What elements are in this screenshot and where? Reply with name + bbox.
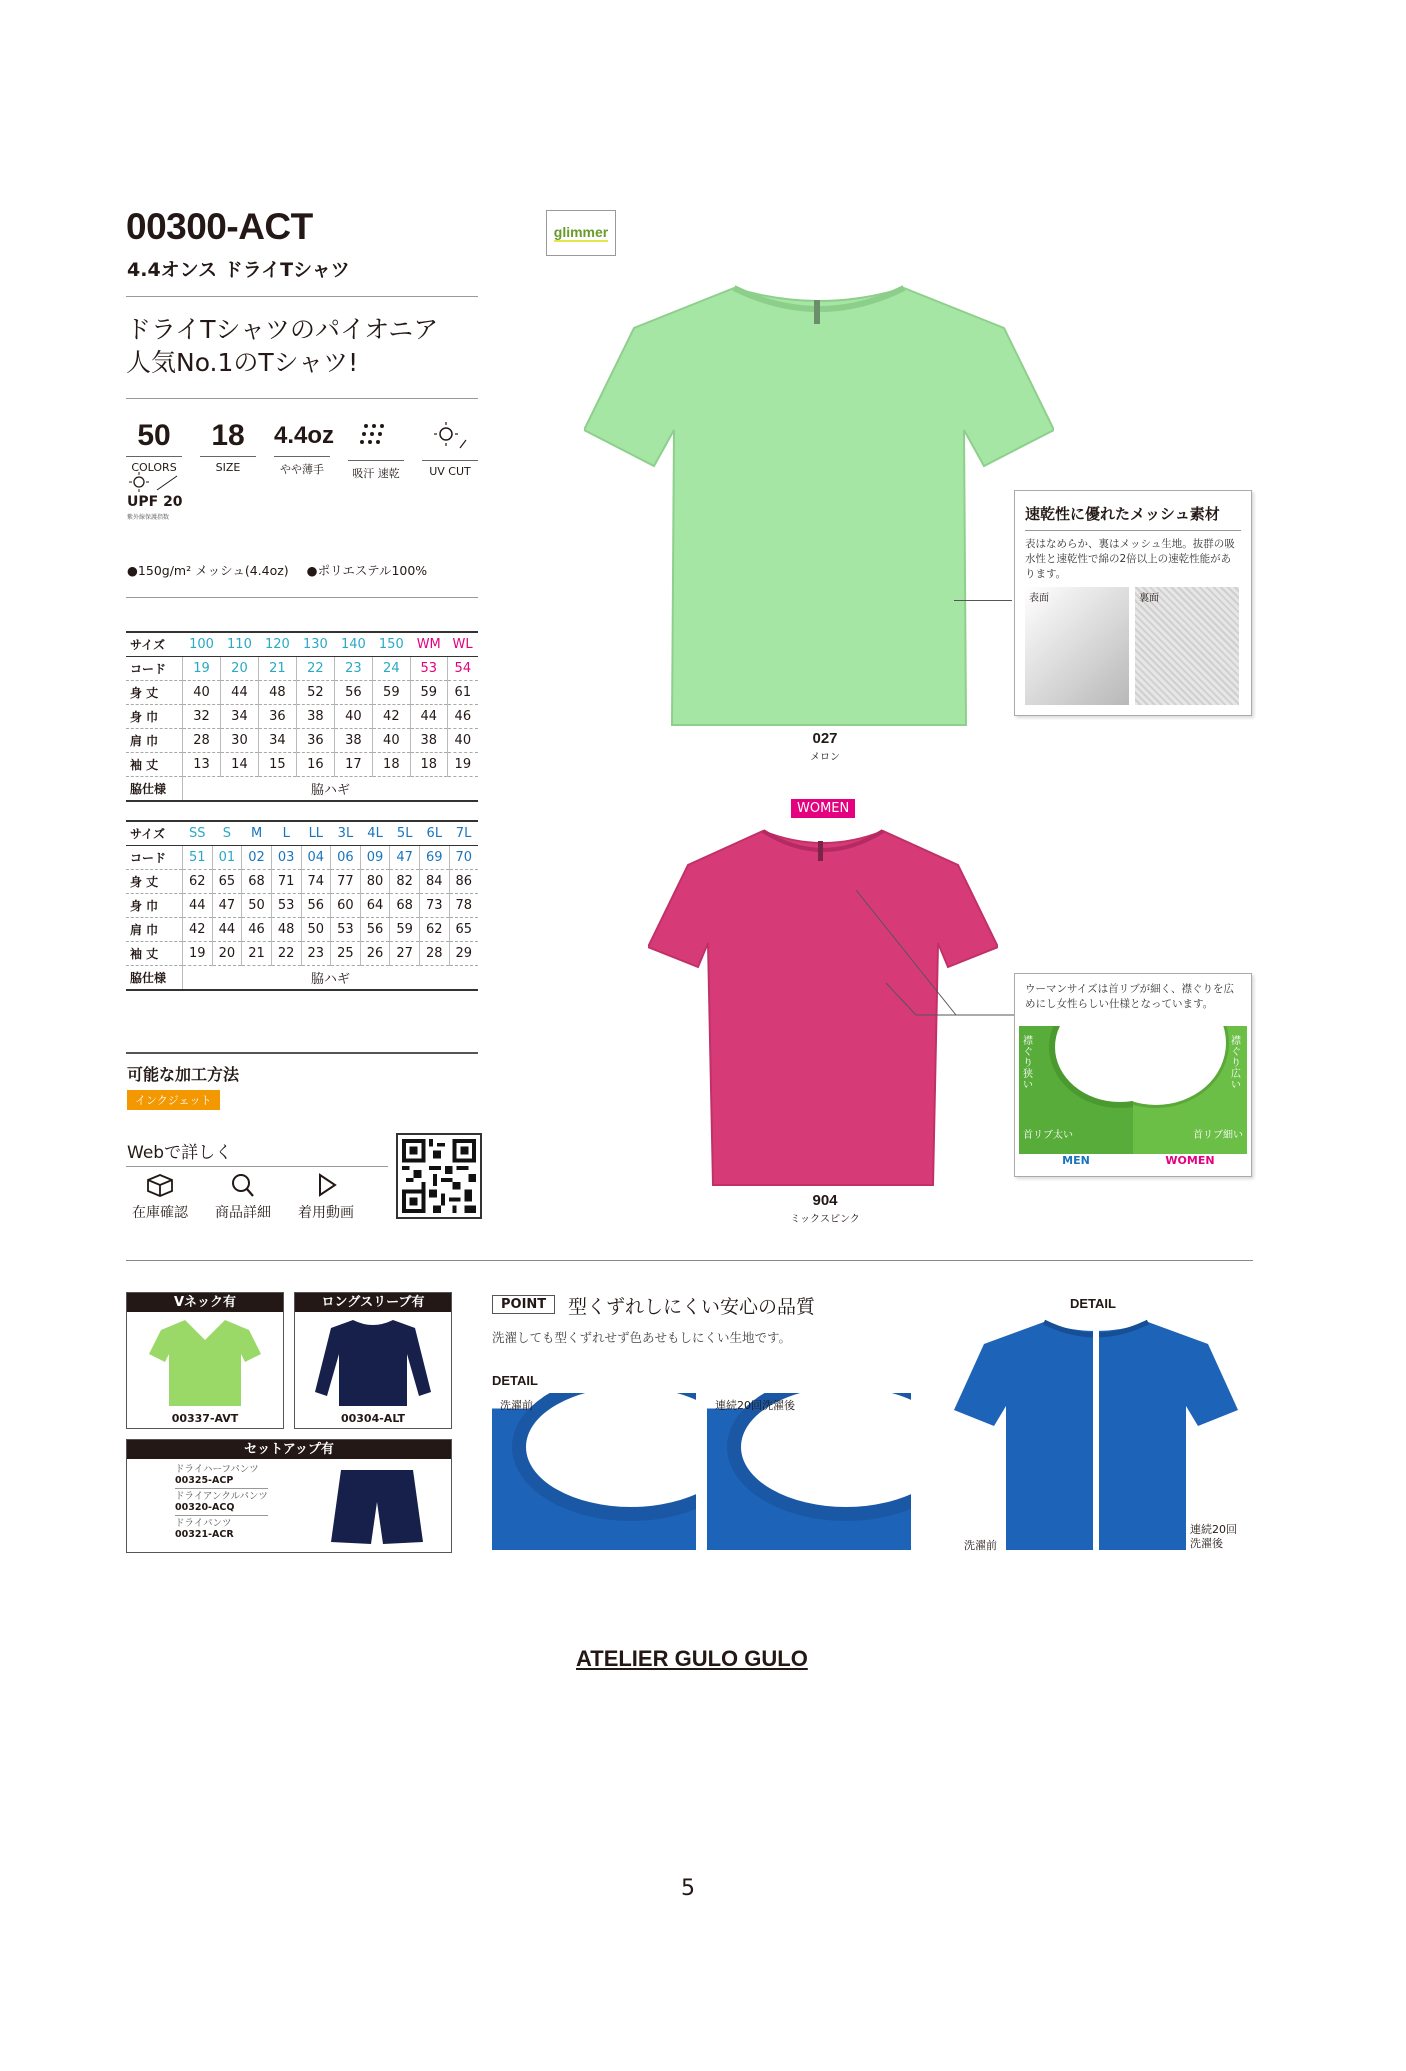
related-code: 00304-ALT xyxy=(340,1412,406,1425)
color-name: メロン xyxy=(810,752,840,763)
table-cell: 26 xyxy=(360,942,390,966)
color-code: 027 xyxy=(812,730,838,747)
table-cell: 70 xyxy=(449,846,478,870)
table-cell: 5L xyxy=(390,821,420,846)
table-cell: 4L xyxy=(360,821,390,846)
table-cell: 22 xyxy=(271,942,301,966)
product-subtitle: 4.4オンス ドライTシャツ xyxy=(127,259,350,281)
table-cell: 40 xyxy=(334,705,372,729)
table-cell: 7L xyxy=(449,821,478,846)
table-cell: 80 xyxy=(360,870,390,894)
spec-colors xyxy=(126,420,182,474)
table-cell: 60 xyxy=(331,894,361,918)
table-cell: 6L xyxy=(420,821,450,846)
table-cell: 18 xyxy=(372,753,410,777)
spec-label: 吸汗 速乾 xyxy=(348,460,404,481)
link-label: 商品詳細 xyxy=(215,1205,271,1221)
table-row xyxy=(126,753,478,777)
table-row xyxy=(126,846,478,870)
before-wash-photo xyxy=(492,1393,696,1550)
setup-list xyxy=(175,1464,268,1540)
table-cell: 78 xyxy=(449,894,478,918)
table-cell: 03 xyxy=(271,846,301,870)
table-cell: 54 xyxy=(447,657,478,681)
table-cell: 68 xyxy=(242,870,272,894)
brand-logo xyxy=(546,210,616,256)
table-cell: 62 xyxy=(183,870,213,894)
table-cell: 脇仕様 xyxy=(126,966,183,991)
search-icon xyxy=(228,1172,258,1198)
table-cell: 50 xyxy=(242,894,272,918)
table-cell: SS xyxy=(183,821,213,846)
table-cell: 47 xyxy=(212,894,242,918)
related-code: 00337-AVT xyxy=(171,1412,239,1425)
table-cell: サイズ xyxy=(126,632,183,657)
table-cell: 06 xyxy=(331,846,361,870)
vneck-photo xyxy=(127,1312,283,1408)
men-label: MEN xyxy=(1062,1154,1090,1167)
upf-sub: 紫外線保護指数 xyxy=(127,514,170,521)
point-title: 型くずれしにくい安心の品質 xyxy=(568,1296,816,1318)
size-table-adult xyxy=(126,820,478,991)
table-cell: 38 xyxy=(410,729,447,753)
callout-line xyxy=(856,890,1036,1040)
table-cell: 130 xyxy=(296,632,334,657)
table-row xyxy=(126,821,478,846)
table-row xyxy=(126,918,478,942)
table-cell: 46 xyxy=(242,918,272,942)
spec-value: 4.4oz xyxy=(274,422,335,449)
table-cell: 20 xyxy=(220,657,258,681)
table-cell: 53 xyxy=(331,918,361,942)
table-cell: 29 xyxy=(449,942,478,966)
table-cell: 53 xyxy=(410,657,447,681)
table-cell: 140 xyxy=(334,632,372,657)
divider xyxy=(126,1052,478,1054)
link-label: 在庫確認 xyxy=(132,1205,188,1221)
table-cell: 18 xyxy=(410,753,447,777)
table-cell: 21 xyxy=(258,657,296,681)
table-cell: 59 xyxy=(410,681,447,705)
setup-item-code: 00320-ACQ xyxy=(175,1502,268,1516)
table-cell: 38 xyxy=(296,705,334,729)
table-cell: 40 xyxy=(183,681,221,705)
link-label: 着用動画 xyxy=(298,1205,354,1221)
table-cell: 28 xyxy=(183,729,221,753)
table-cell: 56 xyxy=(301,894,331,918)
table-cell: LL xyxy=(301,821,331,846)
spec-label: やや薄手 xyxy=(274,456,330,477)
table-row xyxy=(126,894,478,918)
spec-dry xyxy=(348,420,404,481)
table-cell: 47 xyxy=(390,846,420,870)
table-cell: 脇ハギ xyxy=(183,966,479,991)
tagline xyxy=(126,313,438,379)
tagline-line1: ドライTシャツのパイオニア xyxy=(126,315,439,344)
product-photo-melon xyxy=(584,280,1054,730)
table-cell: 77 xyxy=(331,870,361,894)
table-cell: 150 xyxy=(372,632,410,657)
play-icon xyxy=(311,1172,341,1198)
divider xyxy=(126,1166,388,1167)
table-cell: 48 xyxy=(271,918,301,942)
spec-uv xyxy=(422,420,478,478)
upf-label: UPF 20 xyxy=(127,494,183,510)
table-cell: 86 xyxy=(449,870,478,894)
table-cell: 袖 丈 xyxy=(126,942,183,966)
page-number: 5 xyxy=(681,1876,695,1901)
related-vneck[interactable] xyxy=(126,1292,284,1429)
table-cell: コード xyxy=(126,657,183,681)
table-cell: M xyxy=(242,821,272,846)
rib-label: 首リブ太い xyxy=(1023,1130,1073,1141)
table-cell: 34 xyxy=(258,729,296,753)
after-wash-photo xyxy=(707,1393,911,1550)
neck-label: 襟ぐり広い xyxy=(1231,1036,1241,1091)
table-cell: 46 xyxy=(447,705,478,729)
women-label: WOMEN xyxy=(1165,1154,1215,1167)
mesh-front-photo xyxy=(1025,587,1129,705)
spec-weight xyxy=(274,420,335,477)
spec-value: 18 xyxy=(211,419,245,452)
table-cell: 袖 丈 xyxy=(126,753,183,777)
men-neck-photo xyxy=(1019,1026,1133,1154)
table-cell: 74 xyxy=(301,870,331,894)
photo-label: 表面 xyxy=(1029,593,1049,604)
rib-label: 首リブ細い xyxy=(1193,1130,1243,1141)
table-cell: 36 xyxy=(296,729,334,753)
setup-item-code: 00321-ACR xyxy=(175,1529,234,1540)
table-cell: 34 xyxy=(220,705,258,729)
related-header: セットアップ有 xyxy=(127,1440,451,1459)
divider xyxy=(126,1260,1253,1261)
divider xyxy=(126,597,478,598)
table-cell: 32 xyxy=(183,705,221,729)
material-weight: ●150g/m² メッシュ(4.4oz) xyxy=(127,563,289,578)
point-tag: POINT xyxy=(492,1295,555,1314)
related-longsleeve[interactable] xyxy=(294,1292,452,1429)
table-row xyxy=(126,777,478,802)
table-row xyxy=(126,657,478,681)
table-cell: 15 xyxy=(258,753,296,777)
table-cell: 53 xyxy=(271,894,301,918)
table-cell: 68 xyxy=(390,894,420,918)
table-cell: S xyxy=(212,821,242,846)
table-cell: 38 xyxy=(334,729,372,753)
neck-label: 襟ぐり狭い xyxy=(1023,1036,1033,1091)
sun-icon xyxy=(432,420,468,452)
callout-title: 速乾性に優れたメッシュ素材 xyxy=(1025,503,1241,531)
table-cell: WM xyxy=(410,632,447,657)
table-cell: 59 xyxy=(390,918,420,942)
wearing-video-link[interactable] xyxy=(290,1172,362,1222)
processing-title: 可能な加工方法 xyxy=(127,1065,240,1084)
processing-badge: インクジェット xyxy=(127,1090,220,1110)
table-cell: 22 xyxy=(296,657,334,681)
table-cell: 36 xyxy=(258,705,296,729)
table-cell: 40 xyxy=(447,729,478,753)
table-cell: 50 xyxy=(301,918,331,942)
table-cell: 身 丈 xyxy=(126,681,183,705)
table-cell: 42 xyxy=(372,705,410,729)
table-cell: サイズ xyxy=(126,821,183,846)
table-cell: 44 xyxy=(212,918,242,942)
longsleeve-photo xyxy=(295,1312,451,1408)
photo-label: 連続20回洗濯後 xyxy=(715,1399,795,1412)
table-row xyxy=(126,729,478,753)
table-cell: 120 xyxy=(258,632,296,657)
callout-text: ウーマンサイズは首リブが細く、襟ぐりを広めにし女性らしい仕様となっています。 xyxy=(1025,983,1234,1010)
related-header: ロングスリーブ有 xyxy=(295,1293,451,1312)
product-code: 00300-ACT xyxy=(126,206,313,247)
setup-item-name: ドライパンツ xyxy=(175,1518,232,1529)
table-row xyxy=(126,966,478,991)
table-cell: 62 xyxy=(420,918,450,942)
table-cell: 64 xyxy=(360,894,390,918)
table-row xyxy=(126,705,478,729)
table-cell: 23 xyxy=(334,657,372,681)
table-cell: 48 xyxy=(258,681,296,705)
table-cell: 44 xyxy=(410,705,447,729)
after-label-line2: 洗濯後 xyxy=(1190,1537,1223,1550)
table-cell: 30 xyxy=(220,729,258,753)
qr-code[interactable] xyxy=(396,1133,482,1219)
women-neck-photo xyxy=(1133,1026,1247,1154)
table-cell: 44 xyxy=(183,894,213,918)
table-row xyxy=(126,942,478,966)
spec-label: SIZE xyxy=(200,456,256,474)
table-cell: 19 xyxy=(183,942,213,966)
table-cell: 71 xyxy=(271,870,301,894)
setup-item-name: ドライハーフパンツ xyxy=(175,1464,259,1475)
spec-label: COLORS xyxy=(126,456,182,474)
callout-line xyxy=(954,600,1012,601)
color-name: ミックスピンク xyxy=(790,1214,860,1225)
table-cell: 16 xyxy=(296,753,334,777)
box-icon xyxy=(145,1172,175,1198)
after-label-line1: 連続20回 xyxy=(1190,1523,1237,1536)
table-cell: 肩 巾 xyxy=(126,918,183,942)
table-cell: 17 xyxy=(334,753,372,777)
table-cell: 44 xyxy=(220,681,258,705)
related-header: Vネック有 xyxy=(127,1293,283,1312)
table-cell: 40 xyxy=(372,729,410,753)
setup-item-name: ドライアンクルパンツ xyxy=(175,1491,268,1502)
table-cell: 01 xyxy=(212,846,242,870)
material-info xyxy=(127,561,427,579)
table-cell: 69 xyxy=(420,846,450,870)
table-cell: 65 xyxy=(449,918,478,942)
setup-item-code: 00325-ACP xyxy=(175,1475,268,1489)
table-cell: 56 xyxy=(334,681,372,705)
spec-value: 50 xyxy=(137,419,171,452)
detail-blue-shirt xyxy=(952,1318,1240,1554)
table-cell: 82 xyxy=(390,870,420,894)
table-cell: 42 xyxy=(183,918,213,942)
table-cell: 19 xyxy=(447,753,478,777)
table-cell: 21 xyxy=(242,942,272,966)
droplets-icon xyxy=(358,420,394,452)
table-cell: 59 xyxy=(372,681,410,705)
point-text: 洗濯しても型くずれせず色あせもしにくい生地です。 xyxy=(492,1330,792,1345)
table-cell: 73 xyxy=(420,894,450,918)
divider xyxy=(126,296,478,297)
table-cell: 身 巾 xyxy=(126,705,183,729)
table-cell: 09 xyxy=(360,846,390,870)
stock-check-link[interactable] xyxy=(124,1172,196,1222)
mesh-back-photo xyxy=(1135,587,1239,705)
photo-label: 裏面 xyxy=(1139,593,1159,604)
detail-heading-right: DETAIL xyxy=(1070,1296,1116,1311)
brand-logo-text: glimmer xyxy=(553,224,609,240)
table-row xyxy=(126,681,478,705)
divider xyxy=(126,398,478,399)
table-cell: 61 xyxy=(447,681,478,705)
table-row xyxy=(126,870,478,894)
qr-code-icon xyxy=(398,1135,480,1217)
table-cell: 身 丈 xyxy=(126,870,183,894)
sun-icon xyxy=(127,470,183,494)
table-cell: 脇ハギ xyxy=(183,777,479,802)
after-label xyxy=(1190,1523,1237,1551)
product-detail-link[interactable] xyxy=(207,1172,279,1222)
shorts-photo xyxy=(327,1466,427,1548)
photo-label: 洗濯前 xyxy=(500,1399,533,1412)
table-cell: 04 xyxy=(301,846,331,870)
spec-size xyxy=(200,420,256,474)
related-setup[interactable] xyxy=(126,1439,452,1553)
women-neck-callout xyxy=(1014,973,1252,1177)
table-cell: 02 xyxy=(242,846,272,870)
table-cell: 3L xyxy=(331,821,361,846)
table-cell: 25 xyxy=(331,942,361,966)
table-cell: 100 xyxy=(183,632,221,657)
table-cell: 110 xyxy=(220,632,258,657)
table-cell: 56 xyxy=(360,918,390,942)
table-cell: 13 xyxy=(183,753,221,777)
table-cell: 27 xyxy=(390,942,420,966)
spec-label: UV CUT xyxy=(422,460,478,478)
table-cell: 14 xyxy=(220,753,258,777)
table-cell: 52 xyxy=(296,681,334,705)
table-cell: 20 xyxy=(212,942,242,966)
detail-heading: DETAIL xyxy=(492,1373,538,1388)
brand-name: ATELIER GULO GULO xyxy=(576,1646,808,1671)
color-code: 904 xyxy=(812,1192,838,1209)
table-cell: 28 xyxy=(420,942,450,966)
table-cell: 身 巾 xyxy=(126,894,183,918)
table-row xyxy=(126,632,478,657)
women-tag: WOMEN xyxy=(791,799,855,818)
material-fiber: ●ポリエステル100% xyxy=(306,563,428,578)
table-cell: 23 xyxy=(301,942,331,966)
table-cell: 65 xyxy=(212,870,242,894)
table-cell: L xyxy=(271,821,301,846)
table-cell: 脇仕様 xyxy=(126,777,183,802)
before-label: 洗濯前 xyxy=(964,1539,997,1552)
mesh-callout xyxy=(1014,490,1252,716)
table-cell: コード xyxy=(126,846,183,870)
size-table-kids xyxy=(126,631,478,802)
tagline-line2: 人気No.1のTシャツ! xyxy=(126,348,359,377)
table-cell: WL xyxy=(447,632,478,657)
table-cell: 肩 巾 xyxy=(126,729,183,753)
table-cell: 84 xyxy=(420,870,450,894)
table-cell: 51 xyxy=(183,846,213,870)
callout-text: 表はなめらか、裏はメッシュ生地。抜群の吸水性と速乾性で綿の2倍以上の速乾性能があります。 xyxy=(1025,538,1235,580)
web-title: Webで詳しく xyxy=(127,1143,233,1163)
table-cell: 19 xyxy=(183,657,221,681)
table-cell: 24 xyxy=(372,657,410,681)
